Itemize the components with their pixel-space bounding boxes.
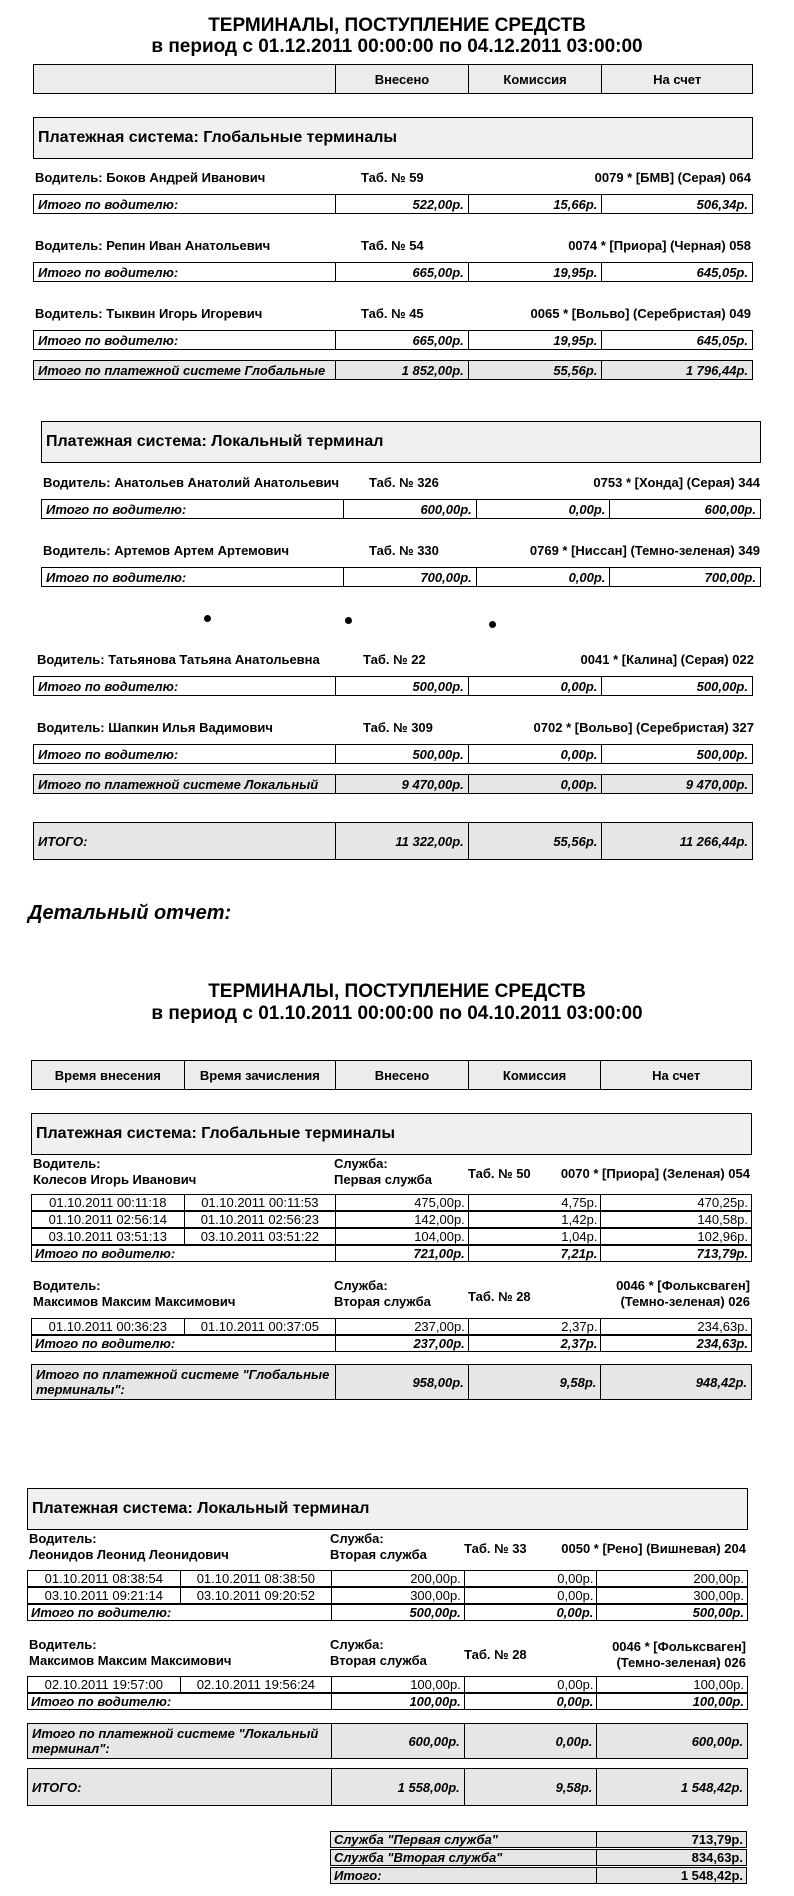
commission-value: 0,00р.	[468, 745, 602, 763]
commission-value: 0,00р.	[476, 500, 610, 518]
driver-car-color: (Темно-зеленая) 026	[620, 1294, 750, 1309]
driver-tab-number: Таб. № 33	[464, 1541, 527, 1556]
commission-value: 0,00р.	[464, 1571, 597, 1586]
account-value: 500,00р.	[601, 677, 752, 695]
driver-total-label: Итого по водителю:	[46, 501, 187, 517]
account-value: 140,58р.	[600, 1212, 751, 1227]
driver-name: Водитель: Тыквин Игорь Игоревич	[35, 306, 263, 321]
commission-value: 15,66р.	[468, 195, 602, 213]
commission-value: 19,95р.	[468, 331, 602, 349]
credit-time: 01.10.2011 00:11:53	[184, 1195, 336, 1210]
deposited-value: 11 322,00р.	[335, 823, 468, 859]
transaction-row	[31, 1228, 752, 1245]
driver-total-label: Итого по водителю:	[38, 196, 179, 212]
service-name: Вторая служба	[330, 1653, 427, 1668]
commission-value: 19,95р.	[468, 263, 602, 281]
commission-value: 0,00р.	[468, 775, 602, 793]
ellipsis-dot	[489, 621, 496, 628]
driver-total-label: Итого по водителю:	[31, 1694, 172, 1709]
driver-total-row	[33, 676, 753, 696]
commission-value: 0,00р.	[464, 1588, 597, 1603]
driver-label: Водитель:	[29, 1637, 97, 1652]
account-value: 645,05р.	[601, 263, 752, 281]
driver-tab-number: Таб. № 45	[361, 306, 424, 321]
deposited-value: 665,00р.	[335, 331, 468, 349]
driver-car: 0079 * [БМВ] (Серая) 064	[594, 170, 751, 185]
header-to-account: На счет	[601, 65, 752, 93]
driver-tab-number: Таб. № 330	[369, 543, 439, 558]
commission-value: 0,00р.	[476, 568, 610, 586]
commission-value: 55,56р.	[468, 361, 602, 379]
commission-value: 1,04р.	[468, 1229, 601, 1244]
deposited-value: 600,00р.	[331, 1724, 464, 1758]
credit-time: 01.10.2011 02:56:23	[184, 1212, 336, 1227]
driver-tab-number: Таб. № 309	[363, 720, 433, 735]
driver-name: Водитель: Шапкин Илья Вадимович	[37, 720, 273, 735]
driver-car: 0046 * [Фольксваген]	[612, 1639, 746, 1654]
driver-car: 0753 * [Хонда] (Серая) 344	[593, 475, 760, 490]
service-summary-value: 834,63р.	[596, 1850, 746, 1865]
account-value: 470,25р.	[600, 1195, 751, 1210]
account-value: 1 796,44р.	[601, 361, 752, 379]
account-value: 234,63р.	[600, 1336, 751, 1351]
service-label: Служба:	[330, 1637, 384, 1652]
driver-tab-number: Таб. № 28	[468, 1289, 531, 1304]
payment-system-global-title: Платежная система: Глобальные терминалы	[31, 1113, 752, 1155]
driver-total-label: Итого по водителю:	[38, 678, 179, 694]
grand-total-row	[33, 822, 753, 860]
driver-total-row	[41, 499, 761, 519]
commission-value: 1,42р.	[468, 1212, 601, 1227]
account-value: 9 470,00р.	[601, 775, 752, 793]
header-blank	[34, 65, 335, 93]
driver-total-row	[27, 1604, 748, 1621]
report2-title: ТЕРМИНАЛЫ, ПОСТУПЛЕНИЕ СРЕДСТВ	[208, 981, 586, 1002]
driver-total-label: Итого по водителю:	[38, 332, 179, 348]
header-deposited: Внесено	[335, 65, 468, 93]
deposited-value: 665,00р.	[335, 263, 468, 281]
payment-system-global-title: Платежная система: Глобальные терминалы	[33, 117, 753, 159]
transaction-row	[31, 1211, 752, 1228]
account-value: 700,00р.	[609, 568, 760, 586]
system-total-label: Итого по платежной системе Глобальные	[38, 362, 326, 378]
driver-tab-number: Таб. № 59	[361, 170, 424, 185]
driver-total-row	[41, 567, 761, 587]
service-summary-label: Служба "Первая служба"	[334, 1832, 498, 1847]
ellipsis-dot	[345, 617, 352, 624]
driver-label: Водитель:	[33, 1278, 101, 1293]
account-value: 234,63р.	[600, 1319, 751, 1334]
report2-header-row	[31, 1060, 752, 1090]
deposit-time: 01.10.2011 08:38:54	[44, 1571, 163, 1586]
driver-name: Леонидов Леонид Леонидович	[29, 1547, 229, 1562]
service-label: Служба:	[334, 1278, 388, 1293]
transaction-row	[27, 1676, 748, 1693]
deposited-value: 475,00р.	[335, 1195, 468, 1210]
account-value: 200,00р.	[596, 1571, 747, 1586]
credit-time: 02.10.2011 19:56:24	[180, 1677, 332, 1692]
driver-total-row	[33, 194, 753, 214]
commission-value: 2,37р.	[468, 1336, 601, 1351]
driver-name: Колесов Игорь Иванович	[33, 1172, 197, 1187]
service-name: Первая служба	[334, 1172, 432, 1187]
driver-name: Водитель: Артемов Артем Артемович	[43, 543, 290, 558]
deposit-time: 03.10.2011 09:21:14	[44, 1588, 163, 1603]
grand-total-label: ИТОГО:	[38, 833, 88, 849]
driver-total-label: Итого по водителю:	[38, 264, 179, 280]
account-value: 100,00р.	[596, 1694, 747, 1709]
system-total-label: Итого по платежной системе Локальный	[38, 776, 319, 792]
deposited-value: 721,00р.	[335, 1246, 468, 1261]
system-total-label: Итого по платежной системе "Глобальные терминалы":	[36, 1367, 330, 1397]
driver-total-label: Итого по водителю:	[31, 1605, 172, 1620]
commission-value: 9,58р.	[464, 1769, 597, 1805]
deposited-value: 104,00р.	[335, 1229, 468, 1244]
system-total-label: Итого по платежной системе "Локальный терминал":	[32, 1726, 319, 1756]
driver-total-label: Итого по водителю:	[35, 1336, 176, 1351]
deposited-value: 9 470,00р.	[335, 775, 468, 793]
service-name: Вторая служба	[334, 1294, 431, 1309]
commission-value: 0,00р.	[464, 1677, 597, 1692]
driver-name: Максимов Максим Максимович	[29, 1653, 232, 1668]
transaction-row	[31, 1318, 752, 1335]
deposited-value: 300,00р.	[331, 1588, 464, 1603]
deposited-value: 958,00р.	[335, 1365, 468, 1399]
driver-total-label: Итого по водителю:	[46, 569, 187, 585]
commission-value: 9,58р.	[468, 1365, 601, 1399]
deposit-time: 01.10.2011 00:36:23	[48, 1319, 167, 1334]
driver-car: 0070 * [Приора] (Зеленая) 054	[560, 1166, 750, 1181]
driver-car: 0702 * [Вольво] (Серебристая) 327	[533, 720, 754, 735]
account-value: 1 548,42р.	[596, 1769, 747, 1805]
account-value: 102,96р.	[600, 1229, 751, 1244]
account-value: 300,00р.	[596, 1588, 747, 1603]
driver-car-color: (Темно-зеленая) 026	[616, 1655, 746, 1670]
driver-total-row	[31, 1335, 752, 1352]
deposited-value: 237,00р.	[335, 1336, 468, 1351]
deposit-time: 02.10.2011 19:57:00	[44, 1677, 163, 1692]
deposited-value: 522,00р.	[335, 195, 468, 213]
driver-total-row	[33, 330, 753, 350]
deposited-value: 142,00р.	[335, 1212, 468, 1227]
report1-header-row	[33, 64, 753, 94]
payment-system-local-title: Платежная система: Локальный терминал	[41, 421, 761, 463]
header-to-account: На счет	[600, 1061, 751, 1089]
report1-title: ТЕРМИНАЛЫ, ПОСТУПЛЕНИЕ СРЕДСТВ	[208, 15, 586, 36]
payment-system-total-row	[27, 1723, 748, 1759]
detail-report-heading: Детальный отчет:	[28, 902, 232, 924]
commission-value: 0,00р.	[464, 1724, 597, 1758]
service-summary-label: Служба "Вторая служба"	[334, 1850, 503, 1865]
credit-time: 03.10.2011 09:20:52	[180, 1588, 332, 1603]
service-label: Служба:	[330, 1531, 384, 1546]
deposited-value: 500,00р.	[331, 1605, 464, 1620]
payment-system-total-row	[33, 774, 753, 794]
driver-car: 0050 * [Рено] (Вишневая) 204	[561, 1541, 746, 1556]
account-value: 645,05р.	[601, 331, 752, 349]
grand-total-row	[27, 1768, 748, 1806]
deposit-time: 03.10.2011 03:51:13	[48, 1229, 167, 1244]
ellipsis-dot	[204, 615, 211, 622]
service-summary-total-value: 1 548,42р.	[596, 1868, 746, 1883]
driver-car: 0065 * [Вольво] (Серебристая) 049	[530, 306, 751, 321]
deposited-value: 100,00р.	[331, 1677, 464, 1692]
commission-value: 55,56р.	[468, 823, 602, 859]
driver-car: 0769 * [Ниссан] (Темно-зеленая) 349	[529, 543, 760, 558]
driver-label: Водитель:	[33, 1156, 101, 1171]
driver-total-label: Итого по водителю:	[38, 746, 179, 762]
credit-time: 01.10.2011 08:38:50	[180, 1571, 332, 1586]
account-value: 600,00р.	[609, 500, 760, 518]
driver-tab-number: Таб. № 326	[369, 475, 439, 490]
driver-tab-number: Таб. № 28	[464, 1647, 527, 1662]
credit-time: 01.10.2011 00:37:05	[184, 1319, 336, 1334]
payment-system-local-title: Платежная система: Локальный терминал	[27, 1488, 748, 1530]
transaction-row	[27, 1587, 748, 1604]
transaction-row	[27, 1570, 748, 1587]
header-deposited: Внесено	[335, 1061, 468, 1089]
service-summary-total-label: Итого:	[334, 1868, 382, 1883]
driver-total-label: Итого по водителю:	[35, 1246, 176, 1261]
service-name: Вторая служба	[330, 1547, 427, 1562]
driver-name: Максимов Максим Максимович	[33, 1294, 236, 1309]
service-summary-total-row	[330, 1867, 747, 1884]
payment-system-total-row	[33, 360, 753, 380]
report1-period: в период с 01.12.2011 00:00:00 по 04.12.2011 03:00:00	[151, 36, 643, 57]
account-value: 713,79р.	[600, 1246, 751, 1261]
deposited-value: 500,00р.	[335, 677, 468, 695]
driver-total-row	[33, 744, 753, 764]
driver-car: 0046 * [Фольксваген]	[616, 1278, 750, 1293]
deposited-value: 700,00р.	[343, 568, 476, 586]
account-value: 948,42р.	[600, 1365, 751, 1399]
header-deposit-time: Время внесения	[54, 1067, 161, 1083]
grand-total-label: ИТОГО:	[32, 1779, 82, 1795]
account-value: 500,00р.	[601, 745, 752, 763]
deposit-time: 01.10.2011 02:56:14	[48, 1212, 167, 1227]
transaction-row	[31, 1194, 752, 1211]
deposited-value: 1 558,00р.	[331, 1769, 464, 1805]
commission-value: 0,00р.	[464, 1694, 597, 1709]
driver-car: 0074 * [Приора] (Черная) 058	[568, 238, 751, 253]
report2-period: в период с 01.10.2011 00:00:00 по 04.10.2011 03:00:00	[151, 1003, 643, 1024]
account-value: 11 266,44р.	[601, 823, 752, 859]
driver-name: Водитель: Боков Андрей Иванович	[35, 170, 266, 185]
deposit-time: 01.10.2011 00:11:18	[49, 1195, 167, 1210]
deposited-value: 600,00р.	[343, 500, 476, 518]
account-value: 506,34р.	[601, 195, 752, 213]
driver-total-row	[27, 1693, 748, 1710]
commission-value: 4,75р.	[468, 1195, 601, 1210]
credit-time: 03.10.2011 03:51:22	[184, 1229, 336, 1244]
deposited-value: 500,00р.	[335, 745, 468, 763]
deposited-value: 100,00р.	[331, 1694, 464, 1709]
account-value: 100,00р.	[596, 1677, 747, 1692]
driver-name: Водитель: Репин Иван Анатольевич	[35, 238, 271, 253]
header-credit-time: Время зачисления	[184, 1061, 336, 1089]
driver-name: Водитель: Татьянова Татьяна Анатольевна	[37, 652, 320, 667]
driver-car: 0041 * [Калина] (Серая) 022	[580, 652, 754, 667]
driver-tab-number: Таб. № 22	[363, 652, 426, 667]
deposited-value: 1 852,00р.	[335, 361, 468, 379]
payment-system-total-row	[31, 1364, 752, 1400]
header-commission: Комиссия	[468, 65, 602, 93]
account-value: 500,00р.	[596, 1605, 747, 1620]
header-commission: Комиссия	[468, 1061, 601, 1089]
deposited-value: 200,00р.	[331, 1571, 464, 1586]
driver-tab-number: Таб. № 54	[361, 238, 424, 253]
service-summary-row	[330, 1831, 747, 1848]
driver-tab-number: Таб. № 50	[468, 1166, 531, 1181]
driver-label: Водитель:	[29, 1531, 97, 1546]
account-value: 600,00р.	[596, 1724, 747, 1758]
service-summary-value: 713,79р.	[596, 1832, 746, 1847]
commission-value: 7,21р.	[468, 1246, 601, 1261]
commission-value: 0,00р.	[468, 677, 602, 695]
service-summary-row	[330, 1849, 747, 1866]
driver-total-row	[33, 262, 753, 282]
driver-total-row	[31, 1245, 752, 1262]
deposited-value: 237,00р.	[335, 1319, 468, 1334]
commission-value: 2,37р.	[468, 1319, 601, 1334]
commission-value: 0,00р.	[464, 1605, 597, 1620]
driver-name: Водитель: Анатольев Анатолий Анатольевич	[43, 475, 339, 490]
service-label: Служба:	[334, 1156, 388, 1171]
